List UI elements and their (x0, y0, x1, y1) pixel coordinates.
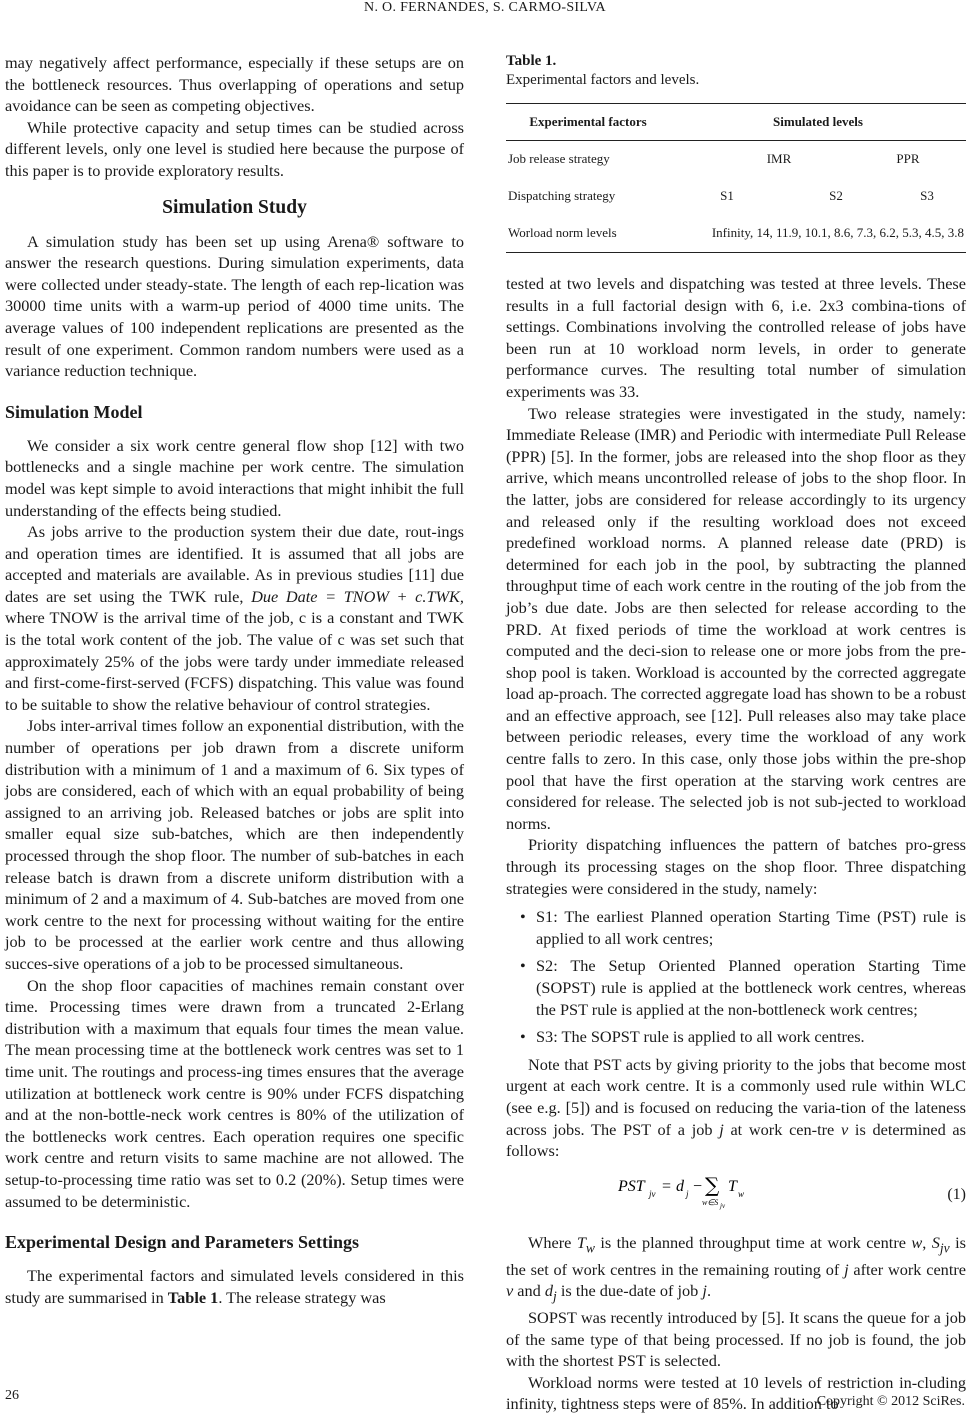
subsection-heading-simulation-model: Simulation Model (5, 401, 143, 422)
list-item: • S1: The earliest Planned operation Starting Time (PST) rule is applied to all work centres; (520, 907, 966, 948)
right-column (506, 52, 966, 1415)
svg-text:d: d (676, 1178, 684, 1196)
svg-text:jv: jv (649, 1189, 656, 1200)
table-caption: Experimental factors and levels. (506, 72, 700, 88)
paragraph: Priority dispatching influences the pattern of batches pro-gress through its processing stages on the shop floor. Three dispatching strategies were considered in the study, namely: (506, 835, 966, 898)
paragraph: A simulation study has been set up using Arena® software to answer the research questions. During simulation experiments, data were collected under steady-state. The length of each rep-lication was 30000 time units with a warm-up period of 4000 time units. The average values of 100 independent replications are presented as the result of one experiment. Common random numbers were used as a variance reduction technique. (5, 231, 464, 381)
svg-text:jv: jv (720, 1202, 726, 1211)
paragraph: Note that PST acts by giving priority to the jobs that become most urgent at each work centre. It is a commonly used rule within WLC (see e.g. [5]) and is focused on reducing the varia-tion of the lateness across jobs. The PST of a job j at work cen-tre v is determined as follows: (506, 1054, 966, 1161)
table-row (506, 215, 966, 253)
paragraph: Workload norms were tested at 10 levels of restriction in-cluding infinity, tightness steps were of 85%. In addition to (506, 1372, 966, 1414)
table-cell-factor: Worload norm levels (506, 215, 670, 253)
list-item: • S2: The Setup Oriented Planned operation Starting Time (SOPST) rule is applied at the bottleneck work centres, whereas the PST rule is applied at the non-bottleneck work centres; (520, 956, 966, 1019)
running-head: N. O. FERNANDES, S. CARMO-SILVA (364, 0, 606, 15)
paragraph: We consider a six work centre general flow shop [12] with two bottlenecks and a single machine per work centre. The simulation model was kept simple to avoid interactions that might inhibit the full understanding of the effects being studied. (5, 435, 464, 520)
svg-text:w: w (738, 1189, 745, 1200)
svg-text:T: T (728, 1178, 737, 1196)
table-cell-level: S3 (920, 188, 934, 203)
table-header-levels: Simulated levels (670, 104, 966, 141)
bullet-icon: • (520, 907, 526, 927)
bullet-icon: • (520, 956, 526, 976)
bullet-icon: • (520, 1027, 526, 1047)
list-item: • S3: The SOPST rule is applied to all work centres. (520, 1027, 865, 1047)
page-number: 26 (5, 1388, 19, 1403)
paragraph: Two release strategies were investigated in the study, namely: Immediate Release (IMR) and Periodic with intermediate Pull Release (PPR) [5]. In the former, jobs are released into the shop floor as they arrive, which means uncontrolled release of jobs to the shop floor. In the latter, jobs are considered for release accordingly to its urgency and released only if the resulting workload does not exceed predefined workload norms. A planned release date (PRD) is determined for each job in the pool, by subtracting the planned throughput time of each work centre in the routing of the job from the job’s due date. Jobs are then selected for release according to the PRD. At fixed periods of time the workload at work centres is computed and the deci-sion to release one or more jobs from the pre-shop pool is taken. Workload is accounted by the corrected aggregate load ap-proach. The corrected aggregate load has shown to be a robust and an effective approach, see [12]. Pull releases also may take place between periodic releases, every time the workload of any work centre falls to zero. In this case, only those jobs within the pre-shop pool that have the first operation at the starving work centres are considered for release. The selected job is not sub-jected to workload norms. (506, 403, 966, 833)
svg-text:j: j (686, 1189, 689, 1200)
paragraph: The experimental factors and simulated levels considered in this study are summarised in Table 1. The release strategy was (5, 1266, 464, 1307)
table-cell-level: S2 (829, 188, 843, 203)
paragraph: tested at two levels and dispatching was tested at three levels. These results in a full factorial design with 6, i.e. 2x3 combina-tions of settings. Combinations involving the controlled release of jobs have been run at 10 workload norm levels, in order to generate performance curves. The resulting total number of simulation experiments was 33. (506, 274, 966, 401)
paragraph: may negatively affect performance, especially if these setups are on the bottleneck resources. Thus overlapping of operations and setup avoidance can be seen as competing objectives. (5, 53, 464, 116)
table-cell-level: S1 (720, 188, 734, 203)
table-reference: Table 1 (167, 1287, 219, 1307)
table-row (506, 141, 966, 179)
svg-text:−: − (693, 1178, 703, 1196)
svg-text:w∈S: w∈S (702, 1198, 719, 1208)
table-label: Table 1. (506, 53, 557, 69)
table-header-factors: Experimental factors (506, 104, 670, 141)
table-row (506, 178, 966, 215)
left-column (5, 52, 464, 1308)
pst-formula-graphic (616, 1167, 756, 1217)
table-cell-factor: Dispatching strategy (508, 188, 616, 203)
table-cell-level: IMR (766, 151, 792, 166)
table-cell-level: PPR (896, 151, 920, 166)
table-cell-factor: Job release strategy (508, 151, 610, 166)
paragraph: SOPST was recently introduced by [5]. It scans the queue for a job of the same type of that being processed. If no job is found, the job with the shortest PST is selected. (506, 1308, 966, 1371)
paragraph: On the shop floor capacities of machines remain constant over time. Processing times were drawn from a truncated 2-Erlang distribution with a maximum that equals four times the mean value. The mean processing time at the bottleneck work centres was set to 1 time unit. The routings and process-ing times ensures that the average utilization at bottleneck work centre is 90% under FCFS dispatching and at the non-bottle-neck work centres is 80% of the utilization of the bottlenecks work centres. Each operation requires one specific work centre and return visits to same machine are not allowed. The setup-to-processing time ratio was set to 0.2 (20%). Setup times were assumed to be deterministic. (5, 975, 464, 1211)
paragraph: While protective capacity and setup times can be studied across different levels, only one level is studied here because the purpose of this paper is to provide exploratory results. (5, 117, 464, 180)
paragraph: Jobs inter-arrival times follow an exponential distribution, with the number of operations per job drawn from a discrete uniform distribution with a minimum of 1 and a maximum of 6. Six types of jobs are considered, each of which with an equal probability of being assigned to an arriving job. Released batches or jobs are split into smaller equal size sub-batches, which are then independently processed through the shop floor. The number of sub-batches in each release batch is drawn from a discrete uniform distribution with a minimum of 2 and a maximum of 4. Sub-batches are moved from one work centre to the next for processing without waiting for the entire job to be processed at the earlier work centre and thus allowing succes-sive operations of a job to be processed simultaneous. (5, 716, 464, 973)
paragraph: Where $T_w$ is the planned throughput time at work centre w, $S_{jv}$ is the set of work centres in the remaining routing of j after work centre v and $d_j$ is the due-date of job j. (506, 1232, 967, 1304)
svg-text:=: = (662, 1178, 672, 1196)
section-heading-simulation-study: Simulation Study (162, 196, 307, 218)
svg-text:PST: PST (618, 1178, 645, 1196)
copyright-notice: Copyright © 2012 SciRes. (816, 1394, 965, 1409)
equation-number: (1) (947, 1185, 966, 1203)
table-header-row (506, 104, 966, 141)
equation-pst (506, 1164, 966, 1226)
pst-formula (616, 1167, 756, 1222)
paragraph: As jobs arrive to the production system their due date, rout-ings and operation times are identified. It is assumed that all jobs are accepted and materials are available. As in previous studies [11] due dates are set using the TWK rule, Due Date = TNOW + c.TWK, where TNOW is the arrival time of the job, c is a constant and TWK is the total work content of the job. The value of c was set such that approximately 25% of the jobs were tardy under immediate released and first-come-first-served (FCFS) dispatching. This value was found to be suitable to show the relative behaviour of control strategies. (5, 522, 464, 714)
table-cell-level: Infinity, 14, 11.9, 10.1, 8.6, 7.3, 6.2, 5.3, 4.5, 3.8 (670, 215, 966, 253)
subsection-heading-experimental-design: Experimental Design and Parameters Settings (5, 1232, 359, 1253)
due-date-formula: Due Date = TNOW + c.TWK, (251, 586, 464, 606)
experimental-factors-table (506, 103, 966, 253)
svg-text:∑: ∑ (705, 1173, 720, 1198)
